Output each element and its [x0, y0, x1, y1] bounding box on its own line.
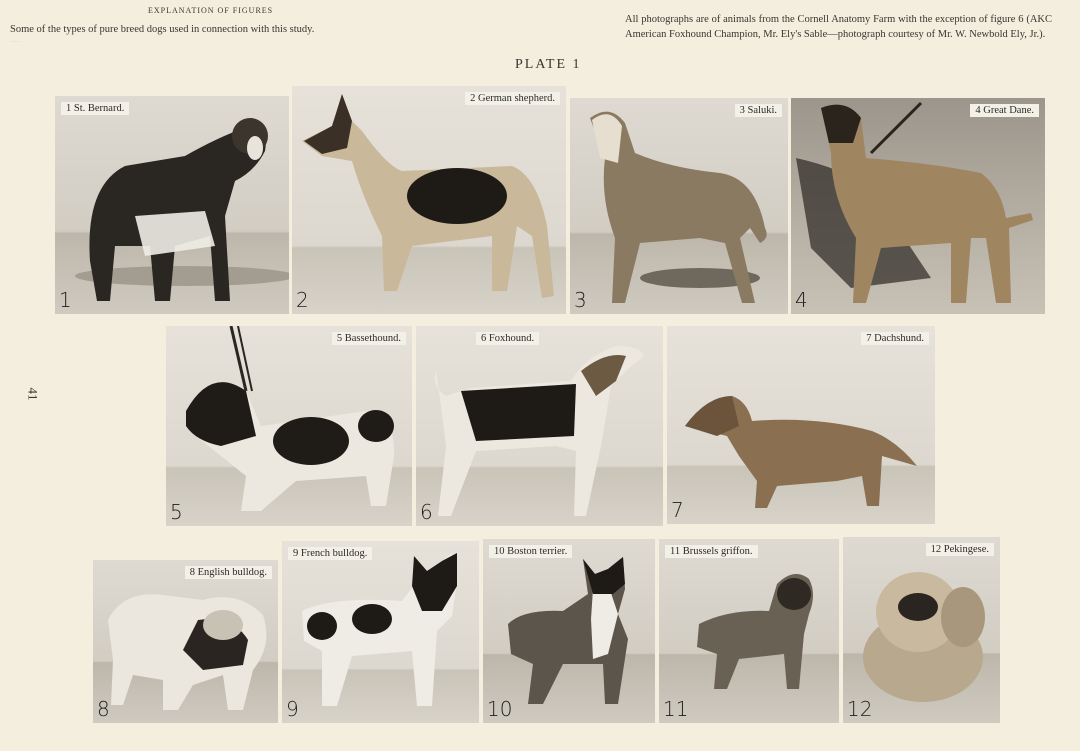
bassethound-photo	[166, 326, 412, 526]
figure-foxhound	[416, 326, 663, 526]
pekingese-photo	[843, 537, 1000, 723]
figure-dachshund	[667, 326, 935, 524]
figure-number: 12	[847, 697, 873, 721]
figure-number: 1	[59, 288, 72, 312]
figure-french-bulldog	[282, 541, 479, 723]
plate-caption: Some of the types of pure breed dogs used in connection with this study.	[10, 24, 315, 35]
dachshund-photo	[667, 326, 935, 524]
figure-label: 2 German shepherd.	[465, 92, 560, 105]
explanation-title: EXPLANATION OF FIGURES	[148, 6, 274, 15]
figure-great-dane	[791, 98, 1045, 314]
figure-label: 4 Great Dane.	[970, 104, 1039, 117]
brussels-griffon-photo	[659, 539, 839, 723]
figure-english-bulldog	[93, 560, 278, 723]
figure-boston-terrier	[483, 539, 655, 723]
figure-label: 10 Boston terrier.	[489, 545, 572, 558]
great-dane-photo	[791, 98, 1045, 314]
figure-bassethound	[166, 326, 412, 526]
figure-number: 2	[296, 288, 309, 312]
figure-label: 1 St. Bernard.	[61, 102, 129, 115]
figure-number: 3	[574, 288, 587, 312]
figure-number: 7	[671, 498, 684, 522]
english-bulldog-photo	[93, 560, 278, 723]
figure-pekingese	[843, 537, 1000, 723]
boston-terrier-photo	[483, 539, 655, 723]
figure-number: 4	[795, 288, 808, 312]
figure-brussels-griffon	[659, 539, 839, 723]
german-shepherd-photo	[292, 86, 566, 314]
figure-label: 6 Foxhound.	[476, 332, 539, 345]
figure-german-shepherd	[292, 86, 566, 314]
figure-label: 12 Pekingese.	[926, 543, 994, 556]
page-number: 41	[25, 387, 41, 401]
figure-number: 10	[487, 697, 513, 721]
figure-st-bernard	[55, 96, 289, 314]
foxhound-photo	[416, 326, 663, 526]
plate-title: PLATE 1	[515, 57, 582, 72]
st-bernard-photo	[55, 96, 289, 314]
photo-credit: All photographs are of animals from the Cornell Anatomy Farm with the exception of figure 6 (AKC American Foxhound Champion, Mr. Ely's Sable—photograph courtesy of Mr. W. Newbold Ely, Jr.).	[625, 14, 1052, 40]
french-bulldog-photo	[282, 541, 479, 723]
figure-number: 8	[97, 697, 110, 721]
figure-number: 6	[420, 500, 433, 524]
figure-number: 5	[170, 500, 183, 524]
figure-saluki	[570, 98, 788, 314]
figure-label: 5 Bassethound.	[332, 332, 406, 345]
figure-label: 3 Saluki.	[735, 104, 782, 117]
figure-label: 7 Dachshund.	[861, 332, 929, 345]
figure-number: 9	[286, 697, 299, 721]
figure-label: 9 French bulldog.	[288, 547, 372, 560]
printer-mark: · · · · ·	[10, 39, 21, 44]
figure-number: 11	[663, 697, 689, 721]
figure-label: 11 Brussels griffon.	[665, 545, 758, 558]
figure-label: 8 English bulldog.	[185, 566, 272, 579]
saluki-photo	[570, 98, 788, 314]
